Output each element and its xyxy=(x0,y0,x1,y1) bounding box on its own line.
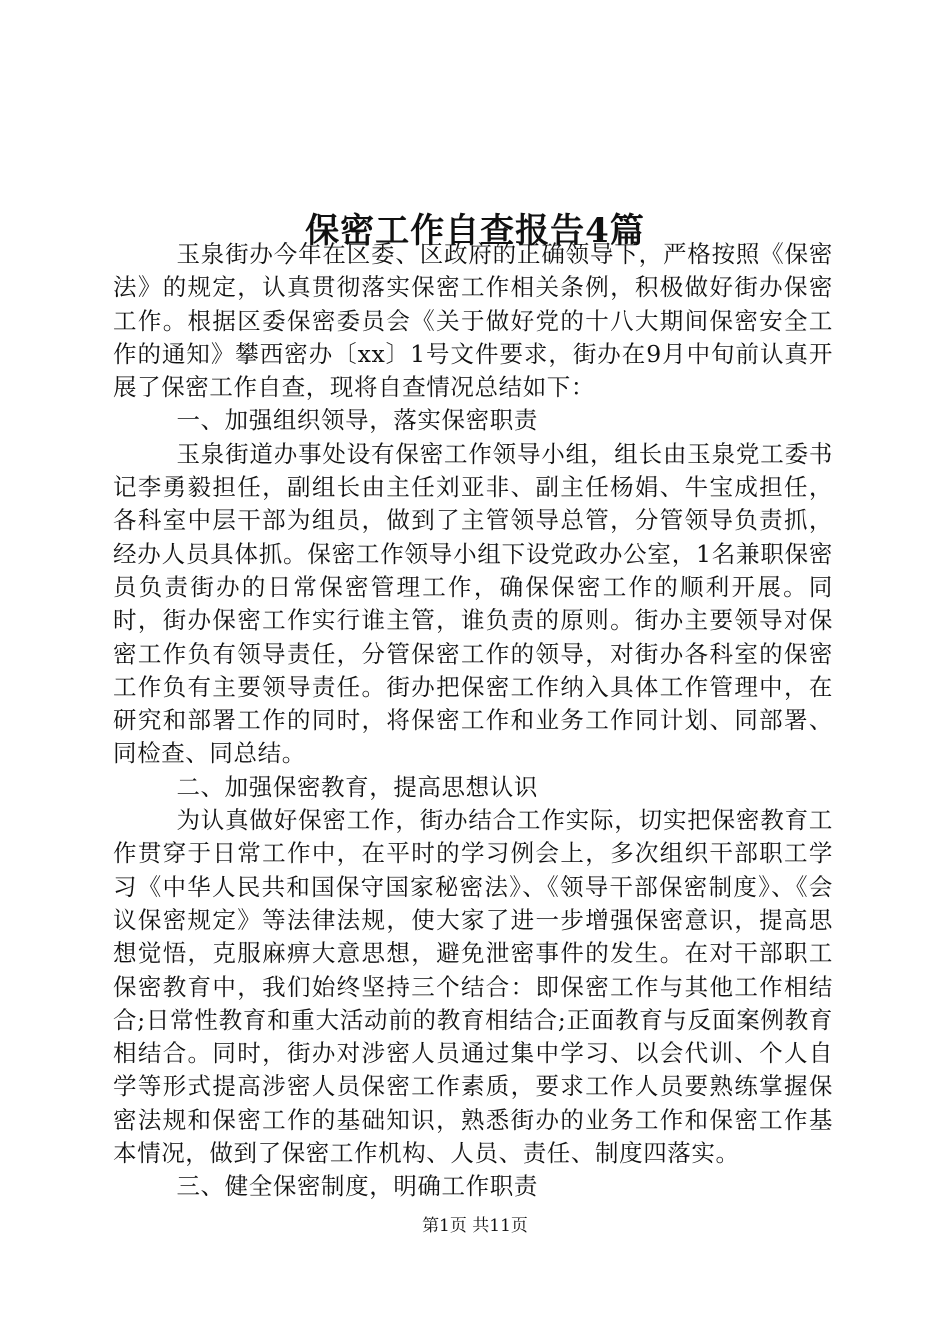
section-body-1: 玉泉街道办事处设有保密工作领导小组，组长由玉泉党工委书记李勇毅担任，副组长由主任刘亚非、副主任杨娟、牛宝成担任，各科室中层干部为组员，做到了主管领导总管，分管领导负责抓，经办人员具体抓。保密工作领导小组下设党政办公室，1名兼职保密员负责街办的日常保密管理工作，确保保密工作的顺利开展。同时，街办保密工作实行谁主管，谁负责的原则。街办主要领导对保密工作负有领导责任，分管保密工作的领导，对街办各科室的保密工作负有主要领导责任。街办把保密工作纳入具体工作管理中，在研究和部署工作的同时，将保密工作和业务工作同计划、同部署、同检查、同总结。 xyxy=(113,439,833,768)
section-body-2: 为认真做好保密工作，街办结合工作实际，切实把保密教育工作贯穿于日常工作中，在平时的学习例会上，多次组织干部职工学习《中华人民共和国保守国家秘密法》、《领导干部保密制度》、《会议保密规定》等法律法规，使大家了进一步增强保密意识，提高思想觉悟，克服麻痹大意思想，避免泄密事件的发生。在对干部职工保密教育中，我们始终坚持三个结合：即保密工作与其他工作相结合;日常性教育和重大活动前的教育相结合;正面教育与反面案例教育相结合。同时，街办对涉密人员通过集中学习、以会代训、个人自学等形式提高涉密人员保密工作素质，要求工作人员要熟练掌握保密法规和保密工作的基础知识，熟悉街办的业务工作和保密工作基本情况，做到了保密工作机构、人员、责任、制度四落实。 xyxy=(113,806,833,1168)
section-heading-2: 二、加强保密教育，提高思想认识 xyxy=(176,772,538,801)
section-heading-3: 三、健全保密制度，明确工作职责 xyxy=(176,1172,538,1201)
page-number-footer: 第1页 共11页 xyxy=(422,1216,528,1236)
intro-paragraph: 玉泉街办今年在区委、区政府的正确领导下，严格按照《保密法》的规定，认真贯彻落实保密工作相关条例，积极做好街办保密工作。根据区委保密委员会《关于做好党的十八大期间保密安全工作的通知》攀西密办〔xx〕1号文件要求，街办在9月中旬前认真开展了保密工作自查，现将自查情况总结如下： xyxy=(113,240,833,402)
document-title: 保密工作自查报告4篇 xyxy=(305,210,645,251)
document-body xyxy=(113,238,833,1204)
section-heading-1: 一、加强组织领导，落实保密职责 xyxy=(176,406,538,435)
